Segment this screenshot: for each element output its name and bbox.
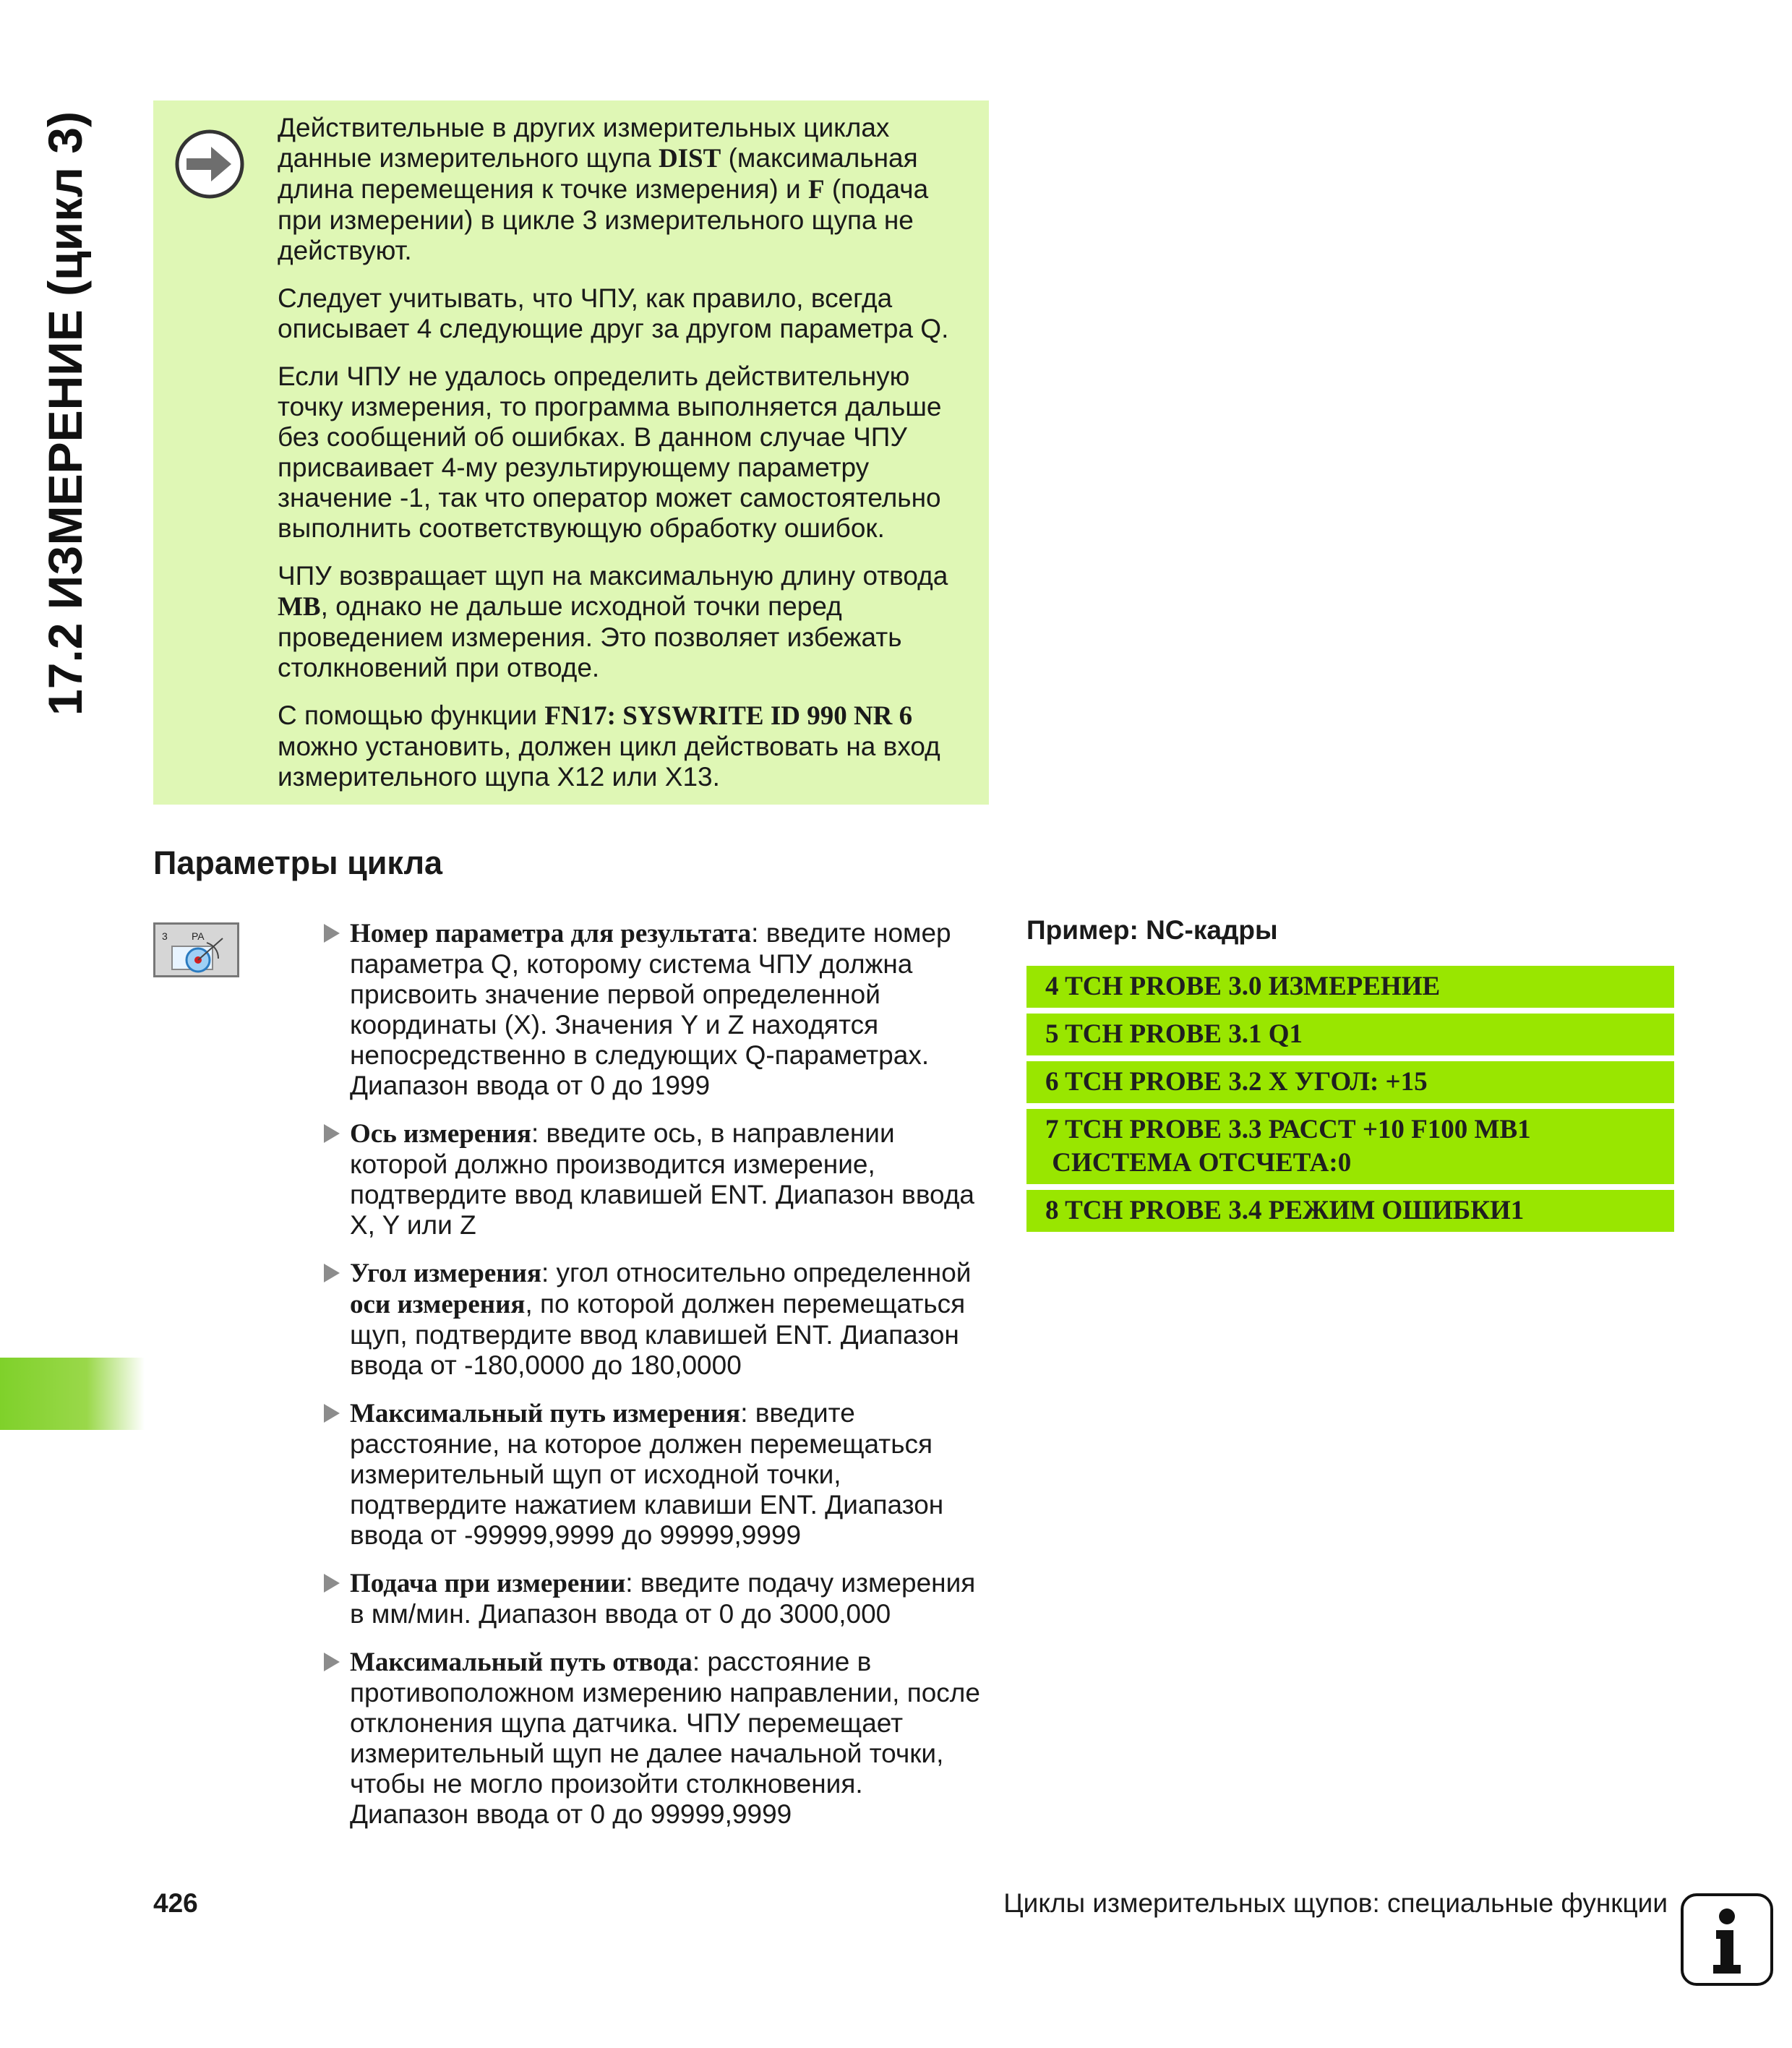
cycle-3-softkey-icon: [153, 922, 239, 977]
note-text: [278, 113, 972, 810]
nc-block: 5 TCH PROBE 3.1 Q1: [1026, 1014, 1674, 1055]
bullet-arrow-icon: [324, 1124, 340, 1143]
f-term: F: [807, 175, 825, 205]
chapter-tab: [0, 1358, 145, 1430]
nc-block: 8 TCH PROBE 3.4 РЕЖИМ ОШИБКИ1: [1026, 1190, 1674, 1232]
arrow-right-circle-icon: [173, 128, 246, 200]
cycle-parameters: [321, 918, 986, 1847]
softkey-label: PA: [192, 930, 205, 942]
param-max-retract-path: Максимальный путь отвода: расстояние в противоположном измерению направлении, после отклонения щупа датчика. ЧПУ перемещает измерительный щуп не далее начальной точки, чтобы не могло произойти столкновения. Диапазон ввода от 0 до 99999,9999: [321, 1647, 986, 1830]
note-paragraph-2: Следует учитывать, что ЧПУ, как правило, всегда описывает 4 следующие друг за другом параметра Q.: [278, 283, 949, 343]
param-measure-angle: Угол измерения: угол относительно определенной оси измерения, по которой должен перемещаться щуп, подтвердите ввод клавишей ENT. Диапазон ввода от -180,0000 до 180,0000: [321, 1258, 986, 1381]
note-paragraph-4: ЧПУ возвращает щуп на максимальную длину отвода MB, однако не дальше исходной точки перед проведением измерения. Это позволяет избежать столкновений при отводе.: [278, 561, 948, 682]
note-paragraph-5: С помощью функции FN17: SYSWRITE ID 990 NR 6 можно установить, должен цикл действовать на вход измерительного щупа X12 или X13.: [278, 700, 940, 792]
fn17-term: FN17: SYSWRITE ID 990 NR 6: [544, 701, 913, 731]
params-heading: Параметры цикла: [153, 844, 443, 881]
nc-block-list: [1026, 966, 1674, 1238]
note-paragraph-3: Если ЧПУ не удалось определить действительную точку измерения, то программа выполняется дальше без сообщений об ошибках. В данном случае ЧПУ присваивает 4-му результирующему параметру значение -1, так что оператор может самостоятельно выполнить соответствующую обработку ошибок.: [278, 361, 942, 543]
nc-block: 4 TCH PROBE 3.0 ИЗМЕРЕНИЕ: [1026, 966, 1674, 1008]
example-label: Пример: NC-кадры: [1026, 915, 1278, 945]
footer-chapter-title: Циклы измерительных щупов: специальные функции: [1003, 1888, 1668, 1918]
bullet-arrow-icon: [324, 1574, 340, 1593]
section-title: 17.2 ИЗМЕРЕНИЕ (цикл 3): [38, 111, 92, 716]
nc-block: 7 TCH PROBE 3.3 РАССТ +10 F100 MB1 СИСТЕМА ОТСЧЕТА:0: [1026, 1109, 1674, 1184]
param-probe-feed: Подача при измерении: введите подачу измерения в мм/мин. Диапазон ввода от 0 до 3000,000: [321, 1568, 986, 1629]
bullet-arrow-icon: [324, 1653, 340, 1671]
softkey-number: 3: [162, 930, 168, 942]
mb-term: MB: [278, 592, 321, 622]
dist-term: DIST: [658, 144, 721, 173]
bullet-arrow-icon: [324, 924, 340, 943]
param-result-number: Номер параметра для результата: введите номер параметра Q, которому система ЧПУ должна присвоить значение первой определенной координаты (X). Значения Y и Z находятся непосредственно в следующих Q-параметрах. Диапазон ввода от 0 до 1999: [321, 918, 986, 1101]
param-measure-axis: Ось измерения: введите ось, в направлении которой должно производится измерение, подтвердите ввод клавишей ENT. Диапазон ввода X, Y или Z: [321, 1118, 986, 1241]
bullet-arrow-icon: [324, 1264, 340, 1282]
note-paragraph-1: Действительные в других измерительных циклах данные измерительного щупа DIST (максимальная длина перемещения к точке измерения) и F (подача при измерении) в цикле 3 измерительного щупа не действуют.: [278, 113, 929, 265]
nc-block: 6 TCH PROBE 3.2 X УГОЛ: +15: [1026, 1061, 1674, 1103]
page-number: 426: [153, 1888, 198, 1918]
info-icon: [1680, 1893, 1774, 1987]
param-max-measure-path: Максимальный путь измерения: введите расстояние, на которое должен перемещаться измерительный щуп от исходной точки, подтвердите нажатием клавиши ENT. Диапазон ввода от -99999,9999 до 99999,9999: [321, 1398, 986, 1551]
bullet-arrow-icon: [324, 1404, 340, 1423]
